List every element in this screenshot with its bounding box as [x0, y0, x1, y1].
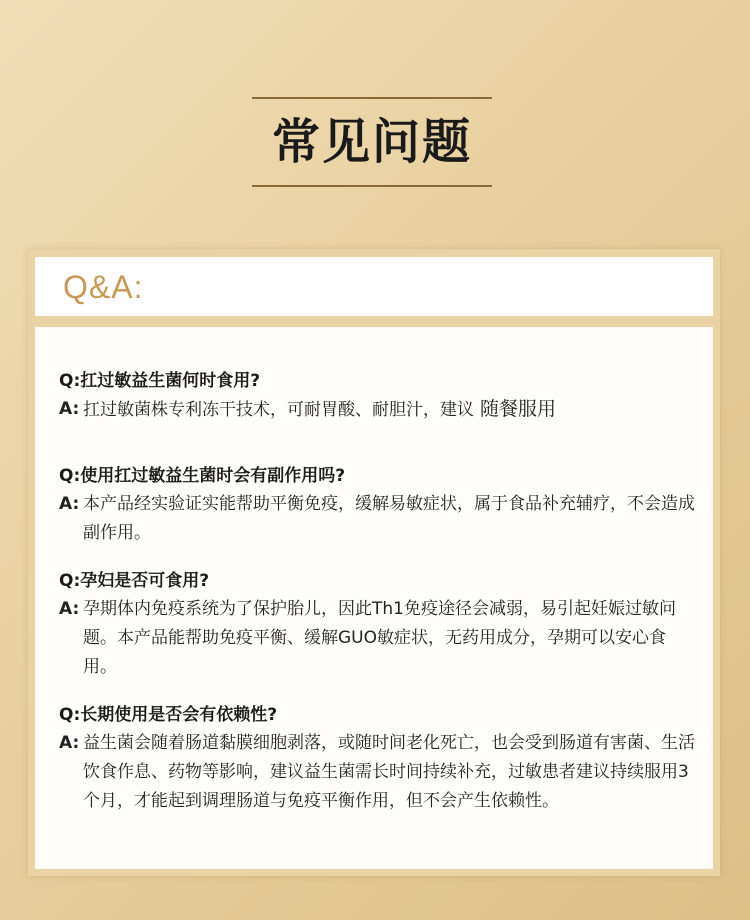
qa-header	[35, 257, 713, 316]
faq-item	[59, 367, 699, 425]
faq-item	[59, 567, 699, 682]
answer-text: 益生菌会随着肠道黏膜细胞剥落，或随时间老化死亡，也会受到肠道有害菌、生活饮食作息、药物等影响，建议益生菌需长时间持续补充，过敏患者建议持续服用3个月，才能起到调理肠道与免疫平衡作用，但不会产生依赖性。	[83, 733, 695, 811]
faq-question	[59, 701, 699, 729]
page-title-block	[252, 97, 492, 187]
question-prefix: Q:	[59, 705, 81, 725]
faq-item	[59, 462, 699, 548]
page-title: 常见问题	[271, 114, 472, 170]
answer-text: 孕期体内免疫系统为了保护胎儿，因此Th1免疫途径会减弱，易引起妊娠过敏问题。本产品能帮助免疫平衡、缓解GUO敏症状，无药用成分，孕期可以安心食用。	[83, 599, 676, 677]
question-prefix: Q:	[59, 571, 81, 591]
answer-text: 扛过敏菌株专利冻干技术，可耐胃酸、耐胆汁，建议	[83, 400, 474, 420]
question-text: 长期使用是否会有依赖性?	[80, 705, 278, 725]
title-top-rule	[252, 97, 492, 99]
question-text: 扛过敏益生菌何时食用?	[80, 371, 261, 391]
question-prefix: Q:	[59, 371, 81, 391]
answer-prefix: A:	[59, 733, 80, 753]
question-prefix: Q:	[59, 466, 81, 486]
qa-list	[35, 327, 713, 869]
faq-item	[59, 701, 699, 816]
qa-label: Q&A:	[63, 269, 144, 305]
question-text: 孕妇是否可食用?	[80, 571, 210, 591]
faq-question	[59, 462, 699, 490]
faq-answer	[59, 395, 699, 425]
faq-answer	[59, 729, 699, 816]
answer-text: 本产品经实验证实能帮助平衡免疫，缓解易敏症状，属于食品补充辅疗，不会造成副作用。	[83, 494, 695, 543]
question-text: 使用扛过敏益生菌时会有副作用吗?	[80, 466, 346, 486]
answer-emphasis: 随餐服用	[480, 398, 557, 420]
faq-question	[59, 367, 699, 395]
faq-question	[59, 567, 699, 595]
faq-answer	[59, 595, 699, 682]
faq-card	[28, 249, 720, 876]
title-bottom-rule	[252, 185, 492, 187]
answer-prefix: A:	[59, 399, 80, 419]
faq-answer	[59, 490, 699, 548]
answer-prefix: A:	[59, 494, 80, 514]
answer-prefix: A:	[59, 599, 80, 619]
